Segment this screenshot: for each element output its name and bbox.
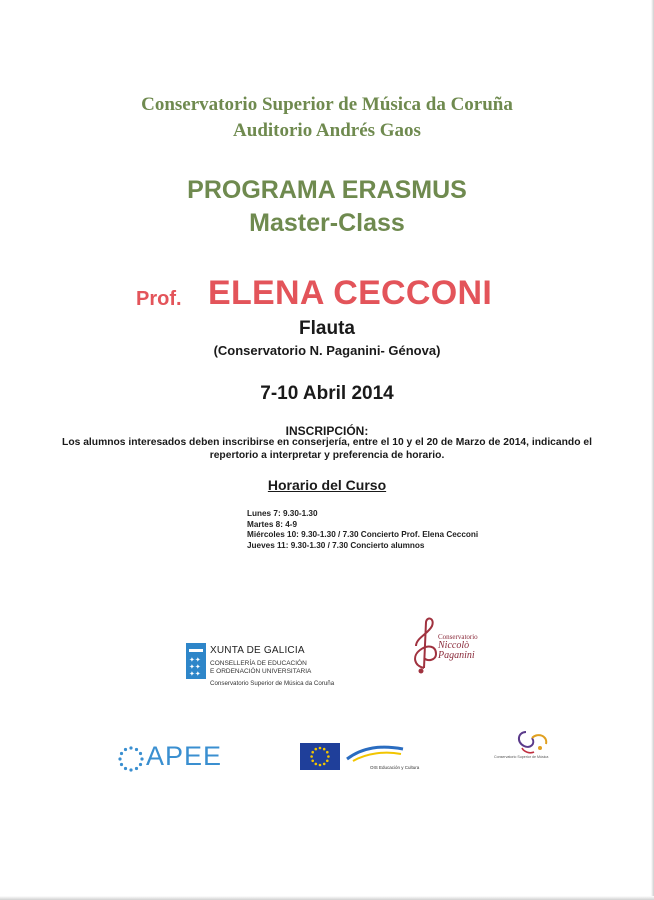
colored-clef-icon (494, 728, 564, 756)
xunta-de-galicia-logo (186, 643, 356, 693)
apee-logo (116, 741, 240, 777)
program-title: PROGRAMA ERASMUS (187, 176, 467, 204)
schedule-row: Martes 8: 4-9 (247, 519, 298, 529)
cfs-caption: Conservatorio Superior de Música (494, 755, 549, 759)
schedule-row: Miércoles 10: 9.30-1.30 / 7.30 Concierto Prof. Elena Cecconi (247, 530, 479, 539)
apee-label: APEE (146, 741, 223, 771)
schedule-title: Horario del Curso (267, 477, 387, 493)
teacher-origin: (Conservatorio N. Paganini- Génova) (213, 343, 441, 358)
registration-text: Los alumnos interesados deben inscribirse en conserjería, entre el 10 y el 20 de Marzo de 2014, indicando el repertorio a interpretar y preferencia de horario. (62, 437, 592, 461)
registration-title: INSCRIPCIÓN: (285, 424, 369, 438)
eu-caption: OIS Educación y Cultura (370, 765, 420, 770)
teacher-prefix: Prof. (136, 288, 182, 310)
institution-name: Conservatorio Superior de Música da Coruña (141, 94, 513, 115)
paganini-line: Niccolò (438, 640, 470, 651)
apee-star-ring-icon (116, 744, 146, 774)
xunta-department-line: E ORDENACIÓN UNIVERSITARIA (210, 668, 312, 675)
course-dates: 7-10 Abril 2014 (260, 383, 394, 404)
teacher-name: ELENA CECCONI (208, 274, 493, 312)
paganini-line: Paganini (438, 650, 475, 661)
schedule-row: Lunes 7: 9.30-1.30 (247, 509, 318, 518)
conservatorio-paganini-logo (410, 616, 482, 676)
auditorium-name: Auditorio Andrés Gaos (233, 120, 421, 141)
learning-swoosh-icon (345, 743, 405, 763)
eu-programme-logo (300, 743, 420, 773)
xunta-department (210, 660, 311, 676)
conservatory-small-logo (494, 728, 564, 768)
xunta-title: XUNTA DE GALICIA (210, 645, 305, 656)
paganini-line: Conservatorio (438, 633, 478, 641)
schedule-row: Jueves 11: 9.30-1.30 / 7.30 Concierto alumnos (247, 540, 425, 550)
xunta-center: Conservatorio Superior de Música da Coruña (210, 680, 335, 687)
program-subtitle: Master-Class (249, 209, 405, 237)
xunta-department-line: CONSELLERÍA DE EDUCACIÓN (210, 660, 307, 667)
eu-flag-icon (300, 743, 340, 770)
galicia-flag-icon: ✦✦ ✦✦ ✦✦ (186, 643, 206, 679)
schedule-list (247, 509, 478, 551)
scan-edge-bottom (0, 896, 654, 900)
instrument: Flauta (299, 318, 355, 339)
